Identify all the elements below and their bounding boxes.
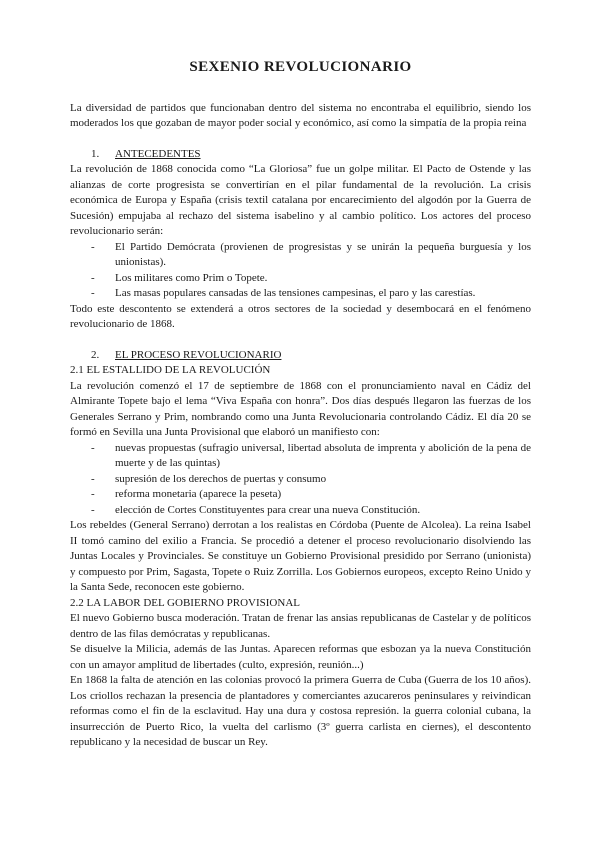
- list-item-text: Las masas populares cansadas de las tensiones campesinas, el paro y las carestías.: [115, 287, 476, 299]
- section-1-heading: [70, 147, 531, 163]
- section-1-closing: Todo este descontento se extenderá a otros sectores de la sociedad y desembocará en el fenómeno revolucionario de 1868.: [70, 302, 531, 330]
- list-item: [70, 472, 531, 488]
- subsection-2-2-heading: 2.2 LA LABOR DEL GOBIERNO PROVISIONAL: [70, 596, 300, 609]
- intro-paragraph: La diversidad de partidos que funcionaban dentro del sistema no encontraba el equilibrio, siendo los moderados los que gozaban de mayor poder social y económico, así como la simpatía de la propia reina: [70, 101, 531, 129]
- section-2-label: EL PROCESO REVOLUCIONARIO: [115, 348, 282, 361]
- list-item-text: nuevas propuestas (sufragio universal, libertad absoluta de imprenta y abolición de la pena de muerte y de las quintas): [115, 441, 531, 469]
- list-item: [70, 286, 531, 302]
- list-item: [70, 441, 531, 472]
- list-item-text: supresión de los derechos de puertas y consumo: [115, 472, 327, 485]
- list-item-text: reforma monetaria (aparece la peseta): [115, 488, 282, 500]
- section-1-label: ANTECEDENTES: [115, 147, 201, 160]
- subsection-2-1-list: [70, 441, 531, 519]
- list-item: [70, 271, 531, 287]
- section-1-body: La revolución de 1868 conocida como “La Gloriosa” fue un golpe militar. El Pacto de Ostende y las alianzas de corte progresista se convertirían en el pilar fundamental de la revolución. La crisis económica de Europa y España (crisis textil catalana por encarecimiento del algodón por la Guerra de Sucesión) empujaba al rechazo del sistema isabelino y al cambio político. Los actores del proceso revolucionario serán:: [70, 163, 531, 237]
- subsection-2-2-paragraph: En 1868 la falta de atención en las colonias provocó la primera Guerra de Cuba (Guerra de los 10 años). Los criollos rechazan la presencia de plantadores y comerciantes azucareros peninsulares y reivindican reformas como el fin de la esclavitud. Hay una dura y costosa represión. la guerra colonial cubana, la insurrección de Puerto Rico, la vuelta del carlismo (3º guerra carlista en ciernes), el descontento republicano y la necesidad de buscar un Rey.: [70, 674, 531, 748]
- list-item-text: El Partido Demócrata (provienen de progresistas y se unirán la pequeña burguesía y los unionistas).: [115, 240, 531, 268]
- document-title: SEXENIO REVOLUCIONARIO: [189, 59, 412, 75]
- section-1-number: 1.: [91, 147, 100, 160]
- subsection-2-1-closing: Los rebeldes (General Serrano) derrotan a los realistas en Córdoba (Puente de Alcolea). La reina Isabel II tomó camino del exilio a Francia. Se procedió a detener el proceso revolucionario disolviendo las Juntas Locales y Provinciales. Se constituye un Gobierno Provisional presidido por Serrano (unionista) y compuesto por Prim, Sagasta, Topete o Ruiz Zorrilla. Los Gobiernos europeos, excepto Reino Unido y la Santa Sede, reconocen este gobierno.: [70, 519, 531, 593]
- list-item: [70, 240, 531, 271]
- subsection-2-2-paragraph: El nuevo Gobierno busca moderación. Tratan de frenar las ansias republicanas de Castelar y de políticos dentro de las filas demócratas y republicanas.: [70, 612, 531, 640]
- subsection-2-1-heading: 2.1 EL ESTALLIDO DE LA REVOLUCIÓN: [70, 364, 271, 376]
- section-2-number: 2.: [91, 348, 100, 361]
- section-2-heading: [70, 348, 531, 364]
- section-1-list: [70, 240, 531, 302]
- list-item-text: elección de Cortes Constituyentes para crear una nueva Constitución.: [115, 503, 421, 516]
- subsection-2-1-body: La revolución comenzó el 17 de septiembre de 1868 con el pronunciamiento naval en Cádiz del Almirante Topete bajo el lema “Viva España con honra”. Dos días después llegaron las fuerzas de los Generales Serrano y Prim, nombrando como una Junta Revolucionaria controlando Cádiz. El día 20 se formó en Sevilla una Junta Provisional que elaboró un manifiesto con:: [70, 379, 531, 438]
- list-item: [70, 503, 531, 519]
- subsection-2-2-paragraph: Se disuelve la Milicia, además de las Juntas. Aparecen reformas que esbozan ya la nueva Constitución con un amayor amplitud de libertades (culto, expresión, reunión...): [70, 643, 531, 671]
- list-item-text: Los militares como Prim o Topete.: [115, 271, 268, 284]
- list-item: [70, 487, 531, 503]
